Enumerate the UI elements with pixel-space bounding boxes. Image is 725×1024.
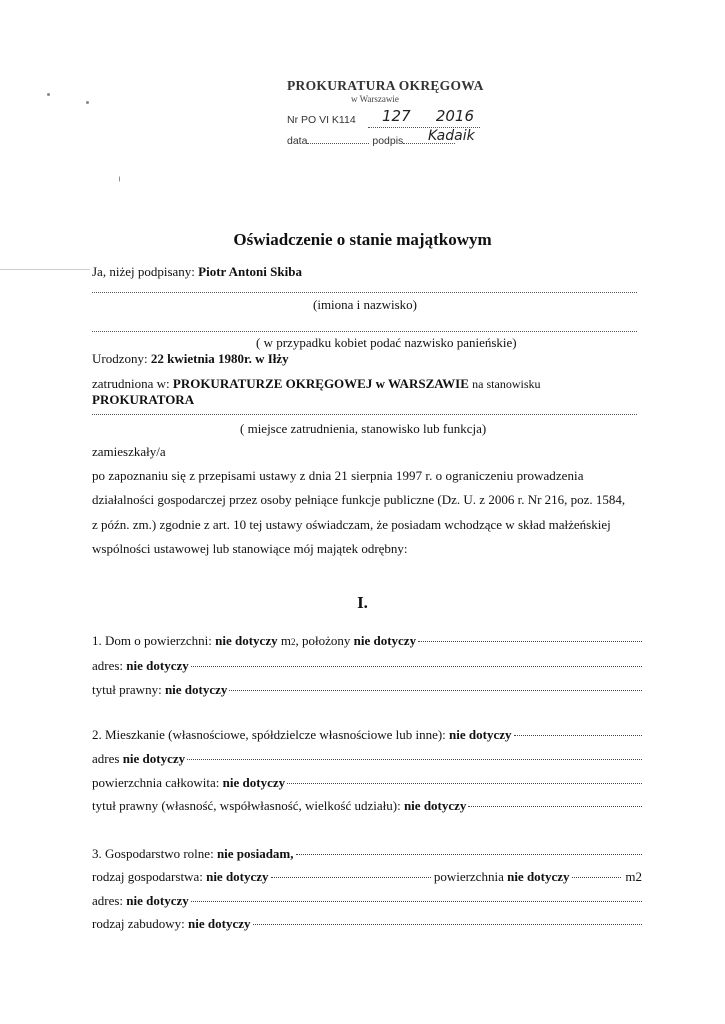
farm-row bbox=[92, 846, 642, 862]
document-title: Oświadczenie o stanie majątkowym bbox=[233, 230, 492, 249]
birth-value: 22 kwietnia 1980r. w Iłży bbox=[150, 351, 289, 366]
house-title-row bbox=[92, 682, 642, 698]
flat-label: 2. Mieszkanie (własnościowe, spółdzielcze własnościowe lub inne): bbox=[92, 727, 446, 742]
farm-address-dots bbox=[191, 901, 642, 902]
farm-address-label: adres: bbox=[92, 893, 124, 908]
house-area-value: nie dotyczy bbox=[215, 633, 278, 648]
stamp-signature: Kadaik bbox=[428, 128, 475, 144]
statement-line-1: po zapoznaniu się z przepisami ustawy z dnia 21 sierpnia 1997 r. o ograniczeniu prowadzenia bbox=[92, 468, 584, 483]
scan-edge-line bbox=[0, 269, 90, 270]
birth-row bbox=[92, 351, 289, 367]
name-dots bbox=[92, 292, 637, 293]
house-located-value: nie dotyczy bbox=[353, 633, 417, 648]
farm-building-label: rodzaj zabudowy: bbox=[92, 916, 185, 931]
farm-kind-label: rodzaj gospodarstwa: bbox=[92, 869, 203, 884]
stamp-city: w Warszawie bbox=[351, 94, 399, 104]
scan-speck bbox=[47, 93, 50, 96]
farm-address-value: nie dotyczy bbox=[126, 893, 189, 908]
farm-label: 3. Gospodarstwo rolne: bbox=[92, 846, 214, 861]
scan-speck bbox=[119, 176, 120, 182]
stamp-data-dots bbox=[307, 143, 369, 144]
scan-speck bbox=[86, 101, 89, 104]
position-prefix: na stanowisku bbox=[472, 377, 541, 391]
farm-kind-dots bbox=[271, 877, 431, 878]
name-caption: (imiona i nazwisko) bbox=[313, 297, 417, 312]
stamp-office-name: PROKURATURA OKRĘGOWA bbox=[287, 78, 484, 93]
statement-line-4: wspólności ustawowej lub stanowiące mój majątek odrębny: bbox=[92, 541, 408, 556]
flat-address-row bbox=[92, 751, 642, 767]
stamp-nr-year: 2016 bbox=[435, 107, 474, 125]
house-dots bbox=[418, 641, 642, 642]
flat-address-label: adres bbox=[92, 751, 120, 766]
flat-area-dots bbox=[287, 783, 642, 784]
stamp-nr-handwritten bbox=[368, 107, 478, 125]
farm-value: nie posiadam, bbox=[216, 846, 294, 861]
flat-row bbox=[92, 727, 642, 743]
stamp-nr-number: 127 bbox=[382, 107, 411, 125]
house-address-label: adres: bbox=[92, 658, 124, 673]
house-label: 1. Dom o powierzchni: bbox=[92, 633, 212, 648]
flat-area-label: powierzchnia całkowita: bbox=[92, 775, 220, 790]
house-title-value: nie dotyczy bbox=[164, 682, 228, 697]
flat-address-value: nie dotyczy bbox=[122, 751, 186, 766]
house-unit-sup: 2 bbox=[290, 637, 296, 647]
house-address-value: nie dotyczy bbox=[126, 658, 189, 673]
house-unit: m bbox=[280, 633, 291, 648]
maiden-dots bbox=[92, 331, 637, 332]
stamp-nr-label: Nr PO VI K114 bbox=[287, 114, 356, 126]
farm-kind-value: nie dotyczy bbox=[206, 869, 269, 884]
house-row bbox=[92, 633, 642, 649]
flat-value: nie dotyczy bbox=[449, 727, 512, 742]
flat-address-dots bbox=[187, 759, 642, 760]
stamp-podpis-label: podpis bbox=[372, 135, 404, 147]
farm-area-label: powierzchnia bbox=[433, 869, 504, 884]
flat-area-row bbox=[92, 775, 642, 791]
flat-dots bbox=[514, 735, 642, 736]
declarant-name-row bbox=[92, 264, 302, 280]
flat-title-row bbox=[92, 798, 642, 814]
house-title-label: tytuł prawny: bbox=[92, 682, 162, 697]
residence-label: zamieszkały/a bbox=[92, 444, 166, 459]
declarant-name: Piotr Antoni Skiba bbox=[198, 264, 302, 279]
house-address-dots bbox=[191, 666, 642, 667]
house-address-row bbox=[92, 658, 642, 674]
flat-title-dots bbox=[468, 806, 642, 807]
farm-area-unit: m2 bbox=[625, 869, 642, 884]
flat-title-value: nie dotyczy bbox=[403, 798, 467, 813]
farm-building-dots bbox=[253, 924, 643, 925]
farm-area-dots bbox=[572, 877, 622, 878]
farm-kind-row bbox=[92, 869, 642, 885]
house-located-label: , położony bbox=[295, 633, 351, 648]
employment-caption: ( miejsce zatrudnienia, stanowisko lub funkcja) bbox=[240, 421, 487, 436]
section-number: I. bbox=[357, 593, 368, 612]
stamp-data-label: data bbox=[287, 135, 308, 147]
employment-dots bbox=[92, 414, 637, 415]
employer-name: PROKURATURZE OKRĘGOWEJ w WARSZAWIE bbox=[172, 376, 469, 391]
farm-area-value: nie dotyczy bbox=[507, 869, 570, 884]
employment-prefix: zatrudniona w: bbox=[92, 376, 170, 391]
declarant-prefix: Ja, niżej podpisany: bbox=[92, 264, 195, 279]
maiden-caption: ( w przypadku kobiet podać nazwisko panieńskie) bbox=[256, 335, 517, 350]
house-title-dots bbox=[229, 690, 642, 691]
flat-title-label: tytuł prawny (własność, współwłasność, wielkość udziału): bbox=[92, 798, 401, 813]
farm-building-row bbox=[92, 916, 642, 932]
employment-row bbox=[92, 376, 541, 392]
flat-area-value: nie dotyczy bbox=[222, 775, 286, 790]
farm-building-value: nie dotyczy bbox=[188, 916, 251, 931]
farm-dots bbox=[296, 854, 642, 855]
statement-line-3: z późn. zm.) zgodnie z art. 10 tej ustawy oświadczam, że posiadam wchodzące w skład małżeńskiej bbox=[92, 517, 611, 532]
statement-line-2: działalności gospodarczej przez osoby pełniące funkcje publiczne (Dz. U. z 2006 r. Nr 216, poz. 1584, bbox=[92, 492, 626, 507]
position-value: PROKURATORA bbox=[92, 392, 195, 407]
farm-address-row bbox=[92, 893, 642, 909]
birth-prefix: Urodzony: bbox=[92, 351, 148, 366]
